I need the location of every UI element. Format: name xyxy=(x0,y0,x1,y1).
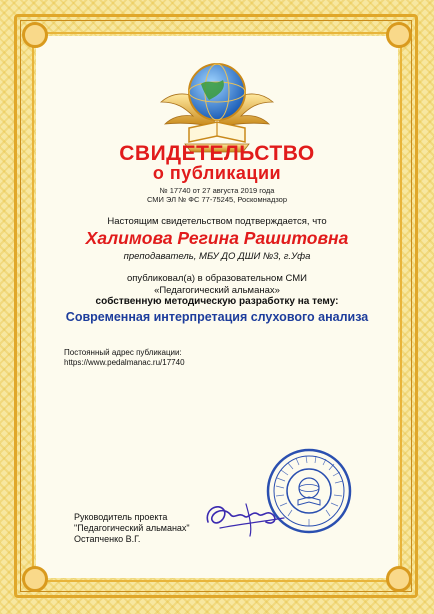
published-text: опубликовал(а) в образовательном СМИ xyxy=(126,273,308,284)
signer-name: Остапченко В.Г. xyxy=(74,534,141,544)
corner-ornament-bottom-left xyxy=(22,566,48,592)
certificate-number: № 17740 от 27 августа 2019 года xyxy=(159,186,275,195)
certificate-subtitle: о публикации xyxy=(152,163,282,183)
certificate-title: СВИДЕТЕЛЬСТВО xyxy=(119,142,315,165)
corner-ornament-bottom-right xyxy=(386,566,412,592)
media-registry: СМИ ЭЛ № ФС 77-75245, Роскомнадзор xyxy=(146,195,288,204)
signer-block xyxy=(74,512,190,545)
corner-ornament-top-left xyxy=(22,22,48,48)
permalink-url[interactable]: https://www.pedalmanac.ru/17740 xyxy=(64,358,185,367)
signer-role: Руководитель проекта xyxy=(74,512,168,522)
media-name: «Педагогический альманах» xyxy=(154,285,280,296)
confirm-text: Настоящим свидетельством подтверждается, что xyxy=(107,216,327,227)
person-name: Халимова Регина Рашитовна xyxy=(85,228,349,248)
corner-ornament-top-right xyxy=(386,22,412,48)
person-position: преподаватель, МБУ ДО ДШИ №3, г.Уфа xyxy=(123,251,311,262)
publication-topic: Современная интерпретация слухового анализа xyxy=(65,310,369,324)
signer-organization: "Педагогический альманах" xyxy=(74,523,190,533)
permalink-label: Постоянный адрес публикации: xyxy=(64,348,182,357)
signature-icon xyxy=(200,492,290,542)
work-type: собственную методическую разработку на тему: xyxy=(95,296,339,307)
